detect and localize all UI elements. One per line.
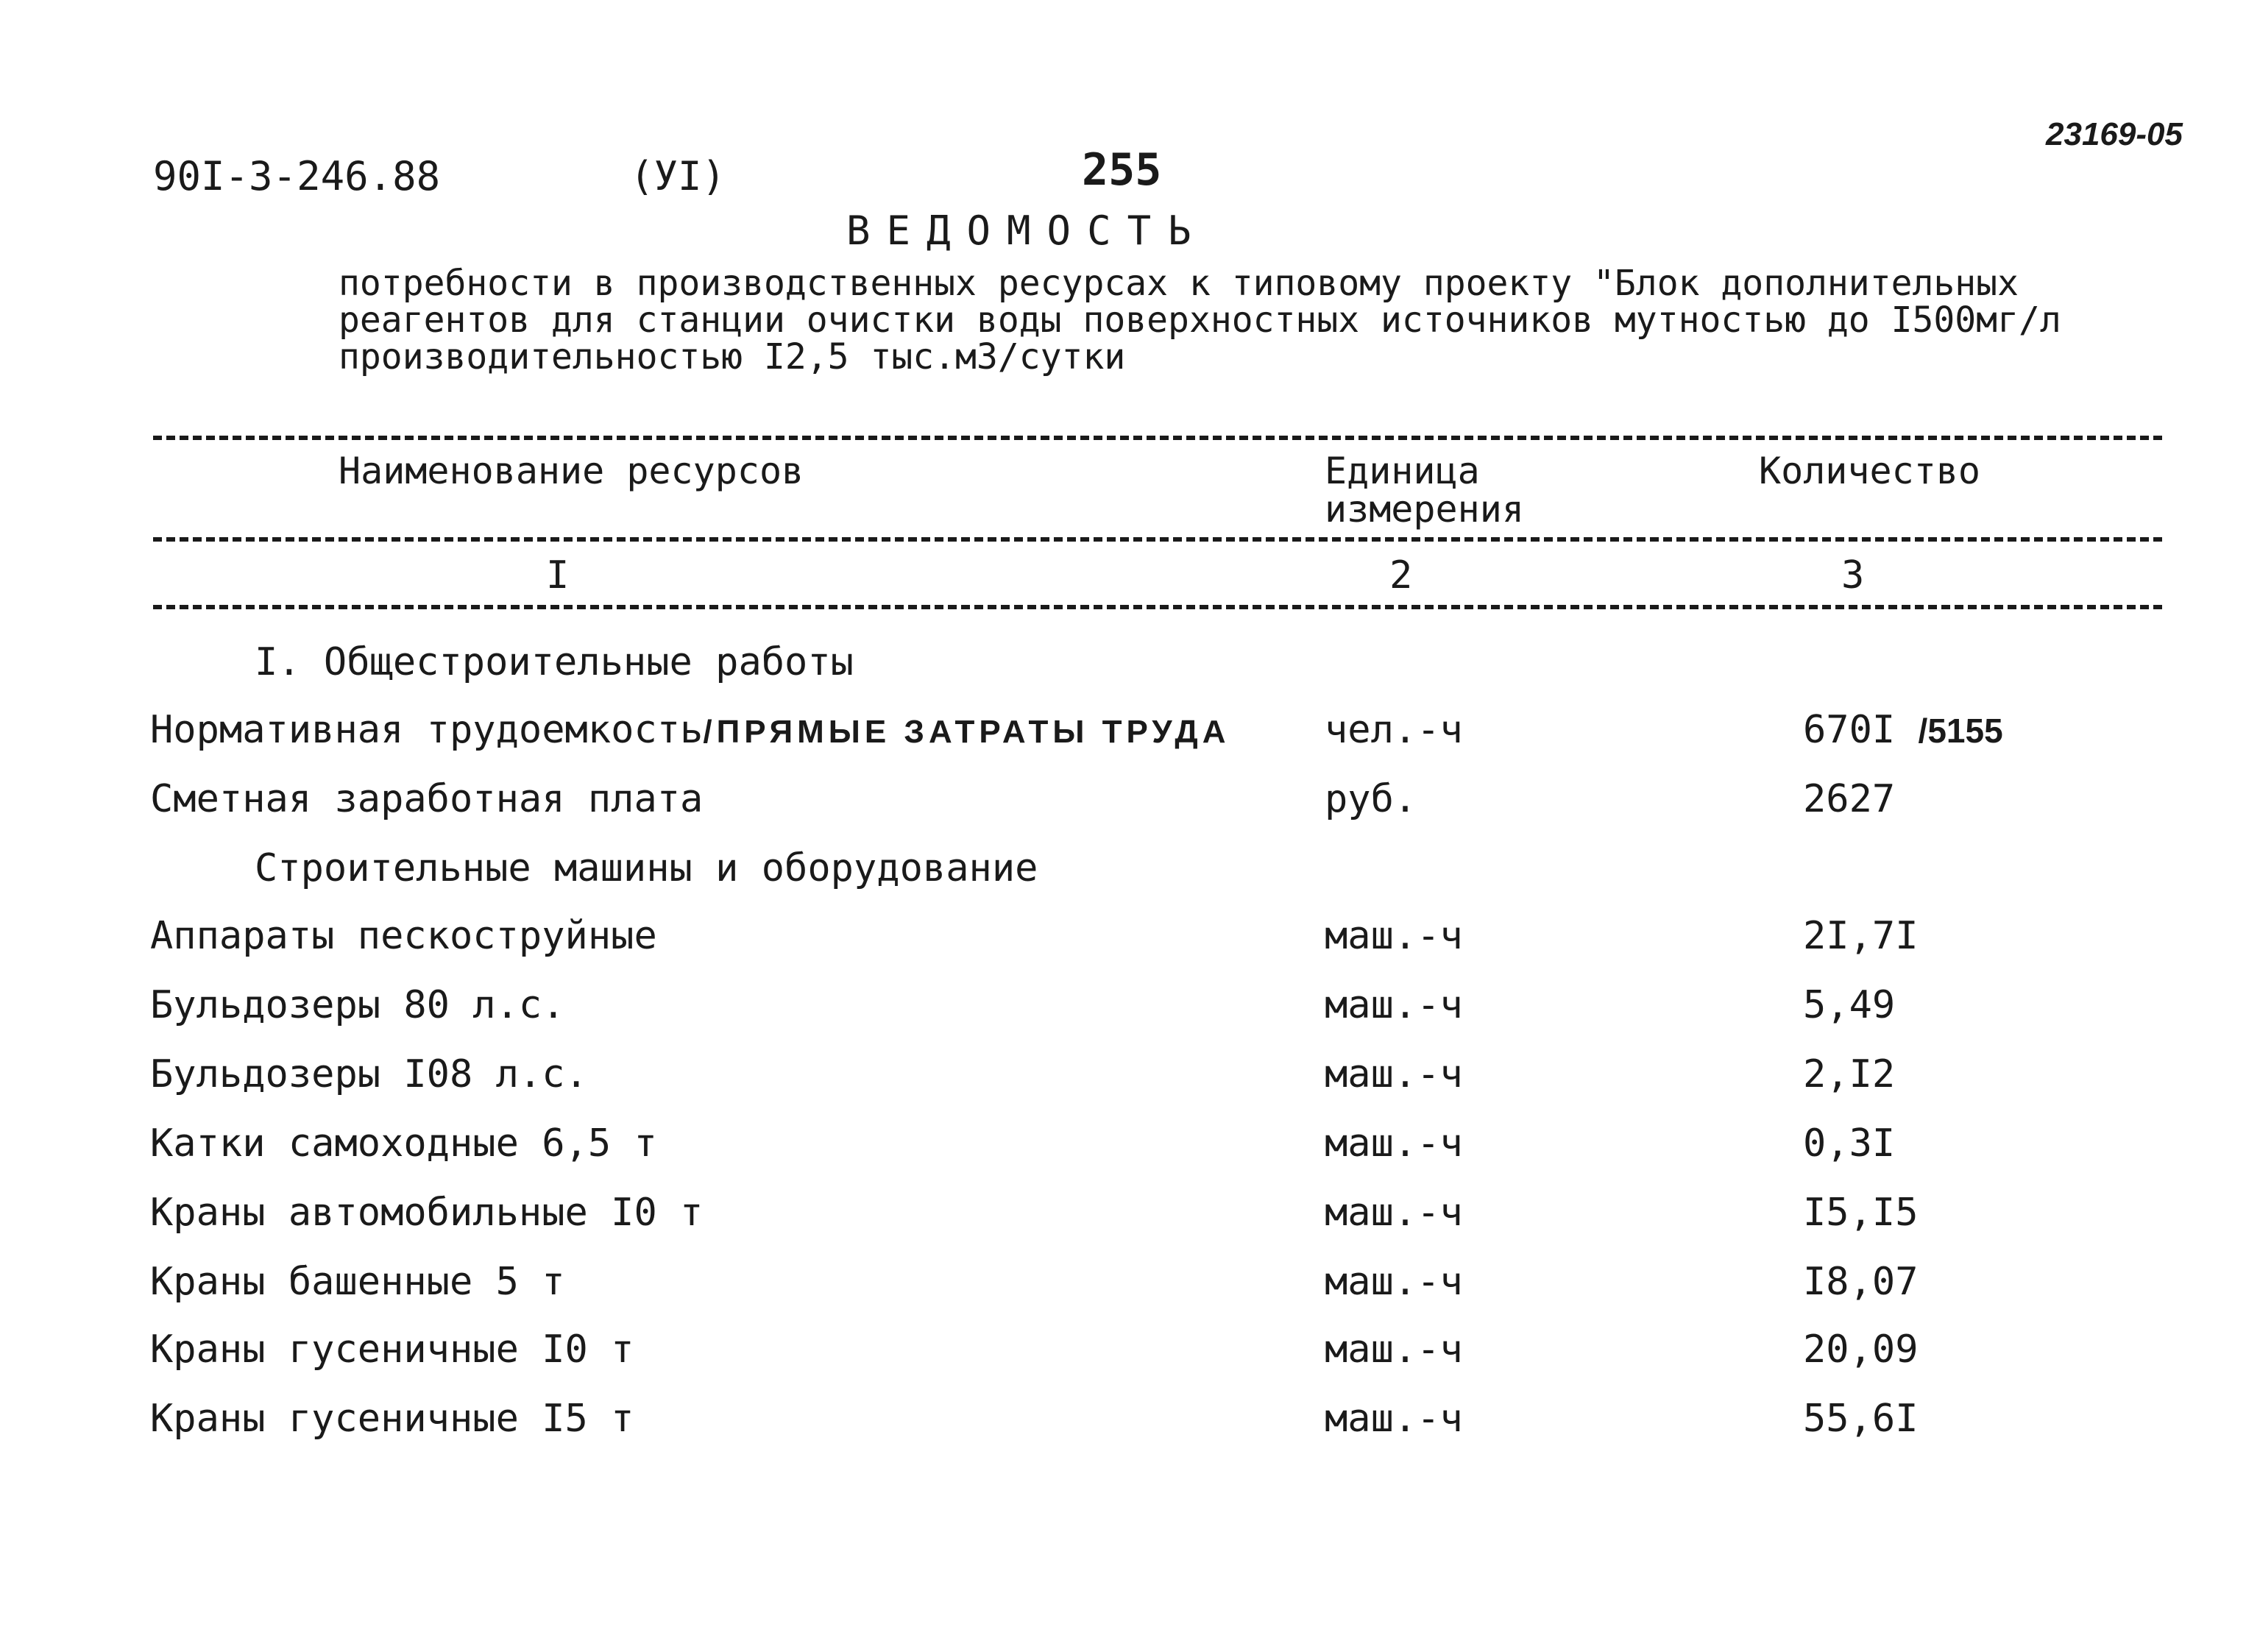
archive-number: 23169-05 bbox=[2046, 116, 2183, 152]
column-number-3: 3 bbox=[1841, 553, 1865, 598]
page-number: 255 bbox=[1082, 144, 1162, 196]
table-row bbox=[0, 914, 2260, 965]
document-code: 90I-3-246.88 bbox=[153, 153, 441, 199]
document-part: (УI) bbox=[630, 153, 726, 199]
resource-unit: маш.-ч bbox=[1325, 914, 1463, 958]
resource-qty: 2627 bbox=[1803, 777, 1896, 821]
table-header-rule bbox=[153, 537, 2162, 542]
table-row bbox=[0, 1052, 2260, 1104]
table-row bbox=[0, 777, 2260, 829]
resource-unit: руб. bbox=[1325, 777, 1417, 821]
resource-name: Краны гусеничные I5 т bbox=[150, 1397, 634, 1441]
column-number-2: 2 bbox=[1389, 553, 1413, 598]
resource-name: Краны автомобильные I0 т bbox=[150, 1191, 704, 1235]
column-header-name: Наименование ресурсов bbox=[339, 450, 804, 492]
subtitle-line: реагентов для станции очистки воды поверхностных источников мутностью до I500мг/л bbox=[339, 299, 2061, 341]
resource-qty: 55,6I bbox=[1803, 1397, 1919, 1441]
column-header-qty: Количество bbox=[1759, 450, 1981, 492]
resource-unit: маш.-ч bbox=[1325, 1121, 1463, 1166]
table-row bbox=[0, 1260, 2260, 1311]
resource-unit: маш.-ч bbox=[1325, 1191, 1463, 1235]
resource-unit: маш.-ч bbox=[1325, 1397, 1463, 1441]
resource-qty: 2,I2 bbox=[1803, 1052, 1896, 1096]
column-header-unit bbox=[1325, 450, 1524, 531]
resource-unit: маш.-ч bbox=[1325, 1260, 1463, 1304]
table-row bbox=[0, 1327, 2260, 1379]
subtitle-line: потребности в производственных ресурсах к типовому проекту "Блок дополнительных bbox=[339, 263, 2019, 304]
resource-unit: маш.-ч bbox=[1325, 1052, 1463, 1096]
table-row bbox=[0, 846, 2260, 898]
resource-qty: 2I,7I bbox=[1803, 914, 1919, 958]
resource-qty: I8,07 bbox=[1803, 1260, 1919, 1304]
column-number-1: I bbox=[546, 553, 570, 598]
resource-name: Краны башенные 5 т bbox=[150, 1260, 565, 1304]
resource-qty: I5,I5 bbox=[1803, 1191, 1919, 1235]
resource-name: Сметная заработная плата bbox=[150, 777, 704, 821]
resource-name: Аппараты пескоструйные bbox=[150, 914, 657, 958]
resource-qty bbox=[1803, 708, 2003, 752]
table-row bbox=[0, 708, 2260, 759]
resource-qty: 20,09 bbox=[1803, 1327, 1919, 1372]
resource-name-text: Нормативная трудоемкость bbox=[150, 708, 704, 752]
resource-unit: маш.-ч bbox=[1325, 1327, 1463, 1372]
resource-name bbox=[150, 708, 1230, 752]
section-heading: Строительные машины и оборудование bbox=[255, 846, 1038, 890]
resource-qty: 0,3I bbox=[1803, 1121, 1896, 1166]
subtitle-line: производительностью I2,5 тыс.м3/сутки bbox=[339, 336, 1126, 377]
resource-unit: маш.-ч bbox=[1325, 983, 1463, 1027]
table-row bbox=[0, 1191, 2260, 1242]
resource-qty-text: 670I bbox=[1803, 708, 1896, 752]
handwritten-note: /ПРЯМЫЕ ЗАТРАТЫ ТРУДА bbox=[703, 714, 1230, 750]
document-title: ВЕДОМОСТЬ bbox=[846, 208, 1208, 254]
table-top-rule bbox=[153, 436, 2162, 440]
handwritten-qty: /5155 bbox=[1918, 712, 2003, 750]
resource-unit: чел.-ч bbox=[1325, 708, 1463, 752]
table-numbers-rule bbox=[153, 605, 2162, 609]
section-heading: I. Общестроительные работы bbox=[255, 640, 854, 684]
document-subtitle bbox=[339, 265, 2164, 375]
resource-qty: 5,49 bbox=[1803, 983, 1896, 1027]
resource-name: Краны гусеничные I0 т bbox=[150, 1327, 634, 1372]
table-row bbox=[0, 983, 2260, 1035]
resource-name: Катки самоходные 6,5 т bbox=[150, 1121, 657, 1166]
column-header-unit-line: Единица bbox=[1325, 450, 1480, 492]
column-header-unit-line: измерения bbox=[1325, 488, 1524, 531]
table-row bbox=[0, 1121, 2260, 1173]
table-row bbox=[0, 640, 2260, 692]
resource-name: Бульдозеры I08 л.с. bbox=[150, 1052, 588, 1096]
resource-name: Бульдозеры 80 л.с. bbox=[150, 983, 565, 1027]
table-row bbox=[0, 1397, 2260, 1448]
